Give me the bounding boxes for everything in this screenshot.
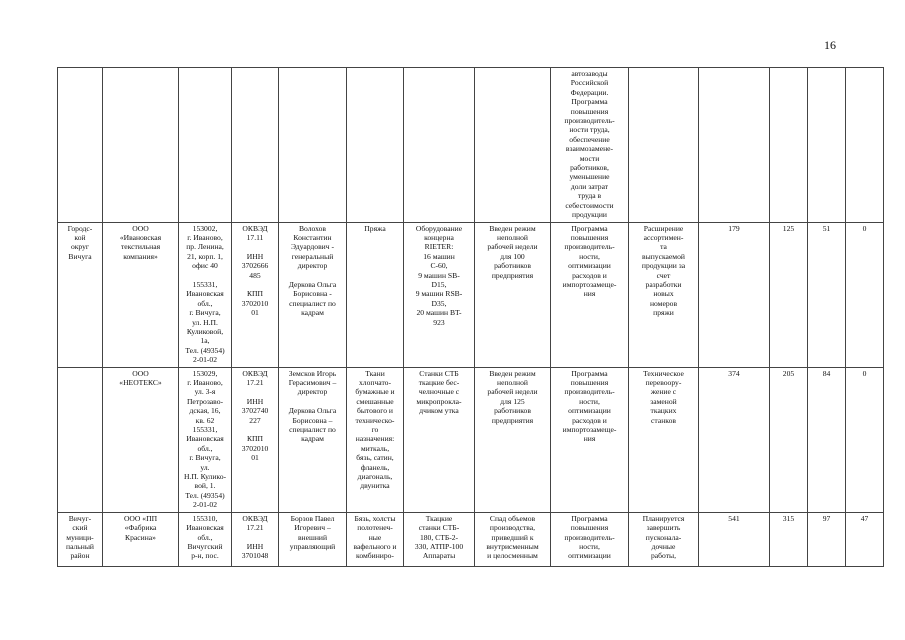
plans-cell: Планируется завершить пусконала- дочные работы, <box>629 512 699 566</box>
count-c-cell: 47 <box>846 512 884 566</box>
products-cell: Пряжа <box>347 222 404 367</box>
territory-cell <box>58 68 103 223</box>
count-a-cell <box>770 68 808 223</box>
table-row <box>58 367 884 512</box>
table-row <box>58 222 884 367</box>
count-total-cell: 541 <box>699 512 770 566</box>
count-b-cell: 84 <box>808 367 846 512</box>
codes-cell <box>232 68 279 223</box>
company-cell: ООО «НЕОТЕКС» <box>103 367 179 512</box>
equipment-cell: Оборудование концерна RIETER: 16 машин C-60, 9 машин SB- D15, 9 машин RSB- D35, 20 машин BT- 923 <box>404 222 475 367</box>
count-b-cell <box>808 68 846 223</box>
count-c-cell <box>846 68 884 223</box>
company-cell: ООО «ПП «Фабрика Красина» <box>103 512 179 566</box>
plans-cell: Техническое перевоору- жение с заменой ткацких станков <box>629 367 699 512</box>
codes-cell: ОКВЭД 17.11 ИНН 3702666 485 КПП 3702010 01 <box>232 222 279 367</box>
address-cell <box>179 68 232 223</box>
equipment-cell: Ткацкие станки СТБ- 180, СТБ-2- 330, АТПР-100 Аппараты <box>404 512 475 566</box>
codes-cell: ОКВЭД 17.21 ИНН 3701048 <box>232 512 279 566</box>
contacts-cell: Борзов Павел Игоревич – внешний управляющий <box>279 512 347 566</box>
table-row <box>58 512 884 566</box>
plans-cell: Расширение ассортимен- та выпускаемой продукции за счет разработки новых номеров пряжи <box>629 222 699 367</box>
company-cell: ООО «Ивановская текстильная компания» <box>103 222 179 367</box>
measures-cell: Введен режим неполной рабочей недели для 125 работников предприятия <box>475 367 551 512</box>
products-cell: Ткани хлопчато- бумажные и смешанные бытового и техническо- го назначения: миткаль, бязь, сатин, фланель, диагональ, двунитка <box>347 367 404 512</box>
codes-cell: ОКВЭД 17.21 ИНН 3702740 227 КПП 3702010 01 <box>232 367 279 512</box>
equipment-cell <box>404 68 475 223</box>
enterprise-table <box>57 67 884 567</box>
table-row <box>58 68 884 223</box>
territory-cell: Городс- кой округ Вичуга <box>58 222 103 367</box>
contacts-cell <box>279 68 347 223</box>
measures-cell: Спад объемов производства, приведший к внутрисменным и целосменным <box>475 512 551 566</box>
table-body <box>58 68 884 567</box>
count-total-cell: 179 <box>699 222 770 367</box>
program-cell: Программа повышения производитель- ности, оптимизации <box>551 512 629 566</box>
program-cell: Программа повышения производитель- ности, оптимизации расходов и импортозамеще- ния <box>551 222 629 367</box>
count-a-cell: 125 <box>770 222 808 367</box>
program-cell: Программа повышения производитель- ности, оптимизации расходов и импортозамеще- ния <box>551 367 629 512</box>
equipment-cell: Станки СТБ ткацкие бес- челночные с микропрокла- дчиком утка <box>404 367 475 512</box>
count-b-cell: 51 <box>808 222 846 367</box>
page-number: 16 <box>824 38 836 52</box>
territory-cell: Вичуг- ский муници- пальный район <box>58 512 103 566</box>
address-cell: 155310, Ивановская обл., Вичугский р-н, пос. <box>179 512 232 566</box>
count-a-cell: 315 <box>770 512 808 566</box>
products-cell: Бязь, холсты полотенеч- ные вафельного и комбиниро- <box>347 512 404 566</box>
count-b-cell: 97 <box>808 512 846 566</box>
count-total-cell: 374 <box>699 367 770 512</box>
count-c-cell: 0 <box>846 367 884 512</box>
address-cell: 153002, г. Иваново, пр. Ленина, 21, корп. 1, офис 40 155331, Ивановская обл., г. Вичуга, ул. Н.П. Куликовой, 1а, Тел. (49354) 2-01-02 <box>179 222 232 367</box>
contacts-cell: Волохов Константин Эдуардович - генеральный директор Деркова Ольга Борисовна - специалист по кадрам <box>279 222 347 367</box>
count-a-cell: 205 <box>770 367 808 512</box>
products-cell <box>347 68 404 223</box>
territory-cell <box>58 367 103 512</box>
plans-cell <box>629 68 699 223</box>
count-c-cell: 0 <box>846 222 884 367</box>
contacts-cell: Земсков Игорь Герасимович – директор Деркова Ольга Борисовна – специалист по кадрам <box>279 367 347 512</box>
program-cell: автозаводы Российской Федерации. Программа повышения производитель- ности труда, обеспечение взаимозамене- мости работников, уменьшение доли затрат труда в себестоимости продукции <box>551 68 629 223</box>
address-cell: 153029, г. Иваново, ул. 3-я Петрозаво- дская, 16, кв. 62 155331, Ивановская обл., г. Вичуга, ул. Н.П. Кулико- вой, 1. Тел. (49354) 2-01-02 <box>179 367 232 512</box>
measures-cell <box>475 68 551 223</box>
count-total-cell <box>699 68 770 223</box>
measures-cell: Введен режим неполной рабочей недели для 100 работников предприятия <box>475 222 551 367</box>
company-cell <box>103 68 179 223</box>
